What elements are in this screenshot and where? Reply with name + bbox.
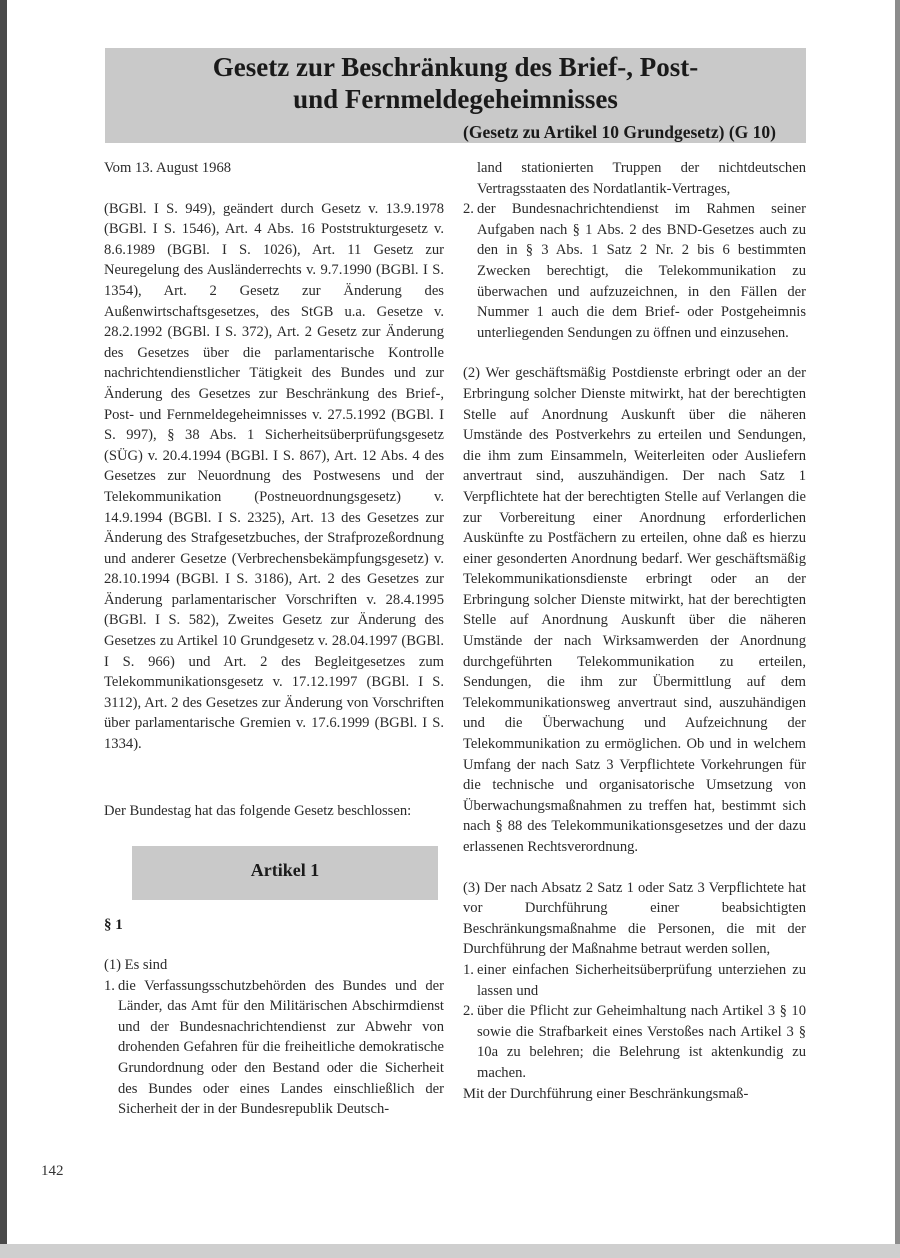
list-item-text: einer einfachen Sicherheitsüberprüfung unterziehen zu lassen und: [477, 961, 806, 999]
absatz-2: (2) Wer geschäftsmäßig Postdienste erbringt oder an der Erbringung solcher Dienste mitwirkt, hat der berechtigten Stelle auf Anordnung Auskunft über die näheren Umstände des Postverkehrs zu erteilen und Sendungen, die ihm zum Einsammeln, Weiterleiten oder Ausliefern anvertraut sind, auszuhändigen. Der nach Satz 1 Verpflichtete hat der berechtigten Stelle auf Verlangen die zur Vorbereitung einer Anordnung erforderlichen Auskünfte zu Postfächern zu erteilen, ohne daß es hierzu einer gesonderten Anordnung bedarf. Wer geschäftsmäßig Telekommunikationsdienste erbringt oder an der Erbringung solcher Dienste mitwirkt, hat der berechtigten Stelle auf Anordnung Auskunft über die näheren Umstände der nach Wirksamwerden der Anordnung durchgeführten Telekommunikation zu erteilen, Sendungen, die ihm zur Übermittlung auf dem Telekommunikationsweg anvertraut sind, auszuhändigen und die Überwachung und Aufzeichnung der Telekommunikation zu ermöglichen. Ob und in welchem Umfang der nach Satz 3 Verpflichtete Vorkehrungen für die technische und organisatorische Umsetzung von Überwachungsmaßnahmen zu treffen hat, bestimmt sich nach § 88 des Telekommunikationsgesetzes und der dazu erlassenen Rechtsverordnung.: [463, 365, 806, 855]
list-item-number: 2.: [463, 1003, 474, 1020]
artikel-heading: Artikel 1: [250, 860, 320, 880]
page-number: 142: [41, 1163, 64, 1179]
left-column: [104, 158, 444, 821]
title-banner: [105, 48, 806, 143]
title-line-2: und Fernmeldegeheimnisses: [293, 84, 618, 114]
list-item-number: 2.: [463, 201, 474, 218]
list-item-number: 1.: [463, 961, 474, 978]
title-line-1: Gesetz zur Beschränkung des Brief-, Post-: [212, 52, 699, 82]
absatz-1-intro: (1) Es sind: [104, 957, 168, 973]
absatz-3-intro: (3) Der nach Absatz 2 Satz 1 oder Satz 3 Verpflichtete hat vor Durchführung einer beabsichtigten Beschränkungsmaßnahme die Personen, die mit der Durchführung der Maßnahme betraut werden sollen,: [463, 879, 806, 958]
item-1-continuation: land stationierten Truppen der nichtdeutschen Vertragsstaaten des Nordatlantik-Vertrages,: [477, 160, 806, 197]
list-item-number: 1.: [104, 977, 115, 994]
scan-left-edge: [0, 0, 7, 1258]
title-subtitle: (Gesetz zu Artikel 10 Grundgesetz) (G 10): [463, 122, 776, 142]
right-column: [463, 158, 806, 1104]
absatz-3-last-line: Mit der Durchführung einer Beschränkungsmaß-: [463, 1085, 749, 1102]
list-item: [463, 1001, 806, 1083]
section-heading: § 1: [104, 917, 123, 933]
left-column-lower: [104, 955, 444, 1120]
list-item: [463, 199, 806, 343]
list-item-text: der Bundesnachrichtendienst im Rahmen seiner Aufgaben nach § 1 Abs. 2 des BND-Gesetzes auch zu den in § 3 Abs. 1 Satz 2 Nr. 2 bis 6 bestimmten Zwecken berechtigt, die Telekommunikation zu überwachen und aufzuzeichnen, in den Fällen der Nummer 1 auch die dem Brief- oder Postgeheimnis unterliegenden Sendungen zu öffnen und einzusehen.: [477, 201, 806, 341]
law-date: Vom 13. August 1968: [104, 160, 232, 176]
scan-right-edge: [895, 0, 900, 1258]
list-item: [104, 976, 444, 1120]
scan-bottom-edge: [0, 1244, 900, 1258]
enactment-clause: Der Bundestag hat das folgende Gesetz beschlossen:: [104, 802, 412, 819]
amendment-sources: (BGBl. I S. 949), geändert durch Gesetz v. 13.9.1978 (BGBl. I S. 1546), Art. 4 Abs. 16 Poststrukturgesetz v. 8.6.1989 (BGBl. I S. 1026), Art. 11 Gesetz zur Neuregelung des Ausländerrechts v. 9.7.1990 (BGBl. I S. 1354), Art. 2 Gesetz zur Änderung des Außenwirtschaftsgesetzes, des StGB u.a. Gesetze v. 28.2.1992 (BGBl. I S. 372), Art. 2 Gesetz zur Änderung des Gesetzes über die parlamentarische Kontrolle nachrichtendienstlicher Tätigkeit des Bundes und zur Änderung des Gesetzes zur Beschränkung des Brief-, Post- und Fernmeldegeheimnisses v. 27.5.1992 (BGBl. I S. 997), § 38 Abs. 1 Sicherheitsüberprüfungsgesetz (SÜG) v. 20.4.1994 (BGBl. I S. 867), Art. 12 Abs. 4 des Gesetzes zur Neuordnung des Postwesens und der Telekommunikation (Postneuordnungsgesetz) v. 14.9.1994 (BGBl. I S. 2325), Art. 13 des Gesetzes zur Änderung des Strafgesetzbuches, der Strafprozeßordnung und anderer Gesetze (Verbrechensbekämpfungsgesetz) v. 28.10.1994 (BGBl. I S. 3186), Art. 2 des Gesetzes zur Änderung parlamentarischer Vorschriften v. 28.4.1995 (BGBl. I S. 582), Zweites Gesetz zur Änderung des Gesetzes zu Artikel 10 Grundgesetz v. 28.04.1997 (BGBl. I S. 966) und Art. 2 des Begleitgesetzes zum Telekommunikationsgesetz v. 17.12.1997 (BGBl. I S. 3112), Art. 2 des Gesetzes zur Änderung von Vorschriften über parlamentarische Gremien v. 17.6.1999 (BGBl. I S. 1334).: [104, 200, 444, 753]
list-item: [463, 960, 806, 1001]
list-item-text: über die Pflicht zur Geheimhaltung nach Artikel 3 § 10 sowie die Strafbarkeit eines Verstoßes nach Artikel 3 § 10a zu belehren; die Belehrung ist aktenkundig zu machen.: [477, 1003, 806, 1081]
artikel-banner: [132, 846, 438, 900]
list-item-text: die Verfassungsschutzbehörden des Bundes und der Länder, das Amt für den Militärischen Abschirmdienst und der Bundesnachrichtendienst zur Abwehr von drohenden Gefahren für die freiheitliche demokratische Grundordnung oder den Bestand oder die Sicherheit des Bundes oder eines Landes einschließlich der Sicherheit der in der Bundesrepublik Deutsch-: [118, 977, 444, 1118]
